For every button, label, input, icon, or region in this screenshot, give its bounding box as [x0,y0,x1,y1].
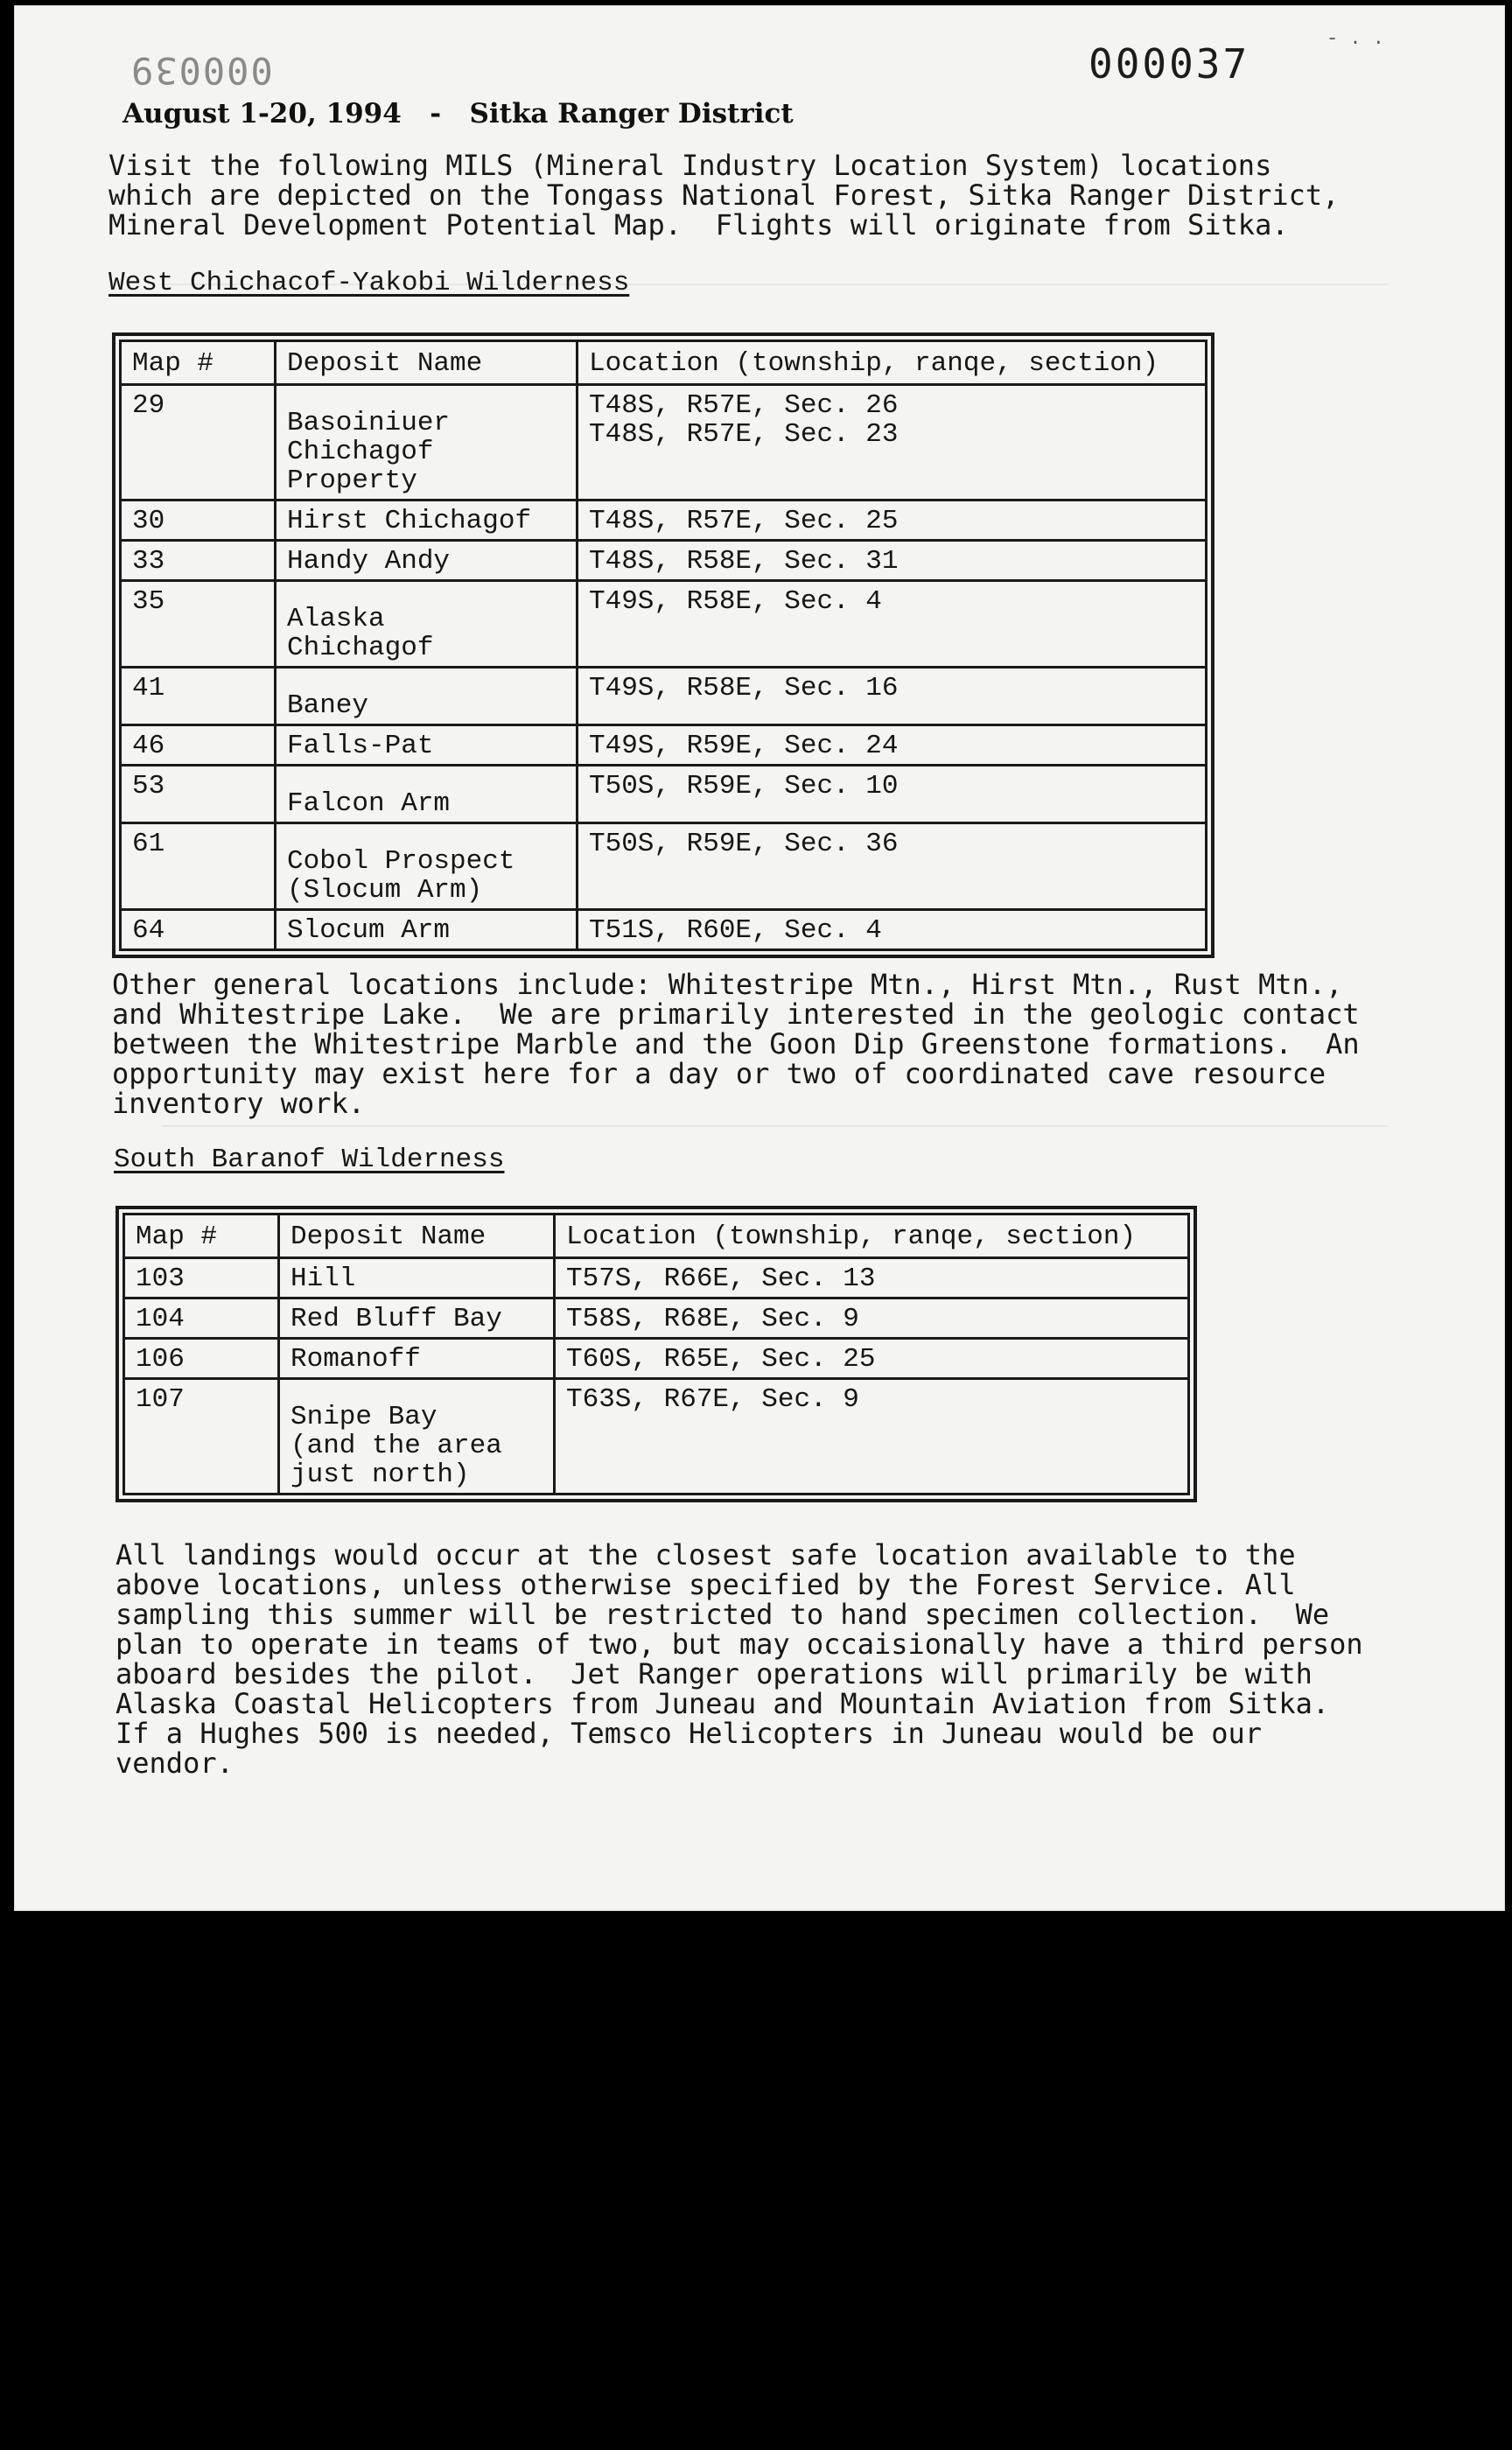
document-heading [122,98,794,130]
map-number-cell: 46 [121,725,276,766]
table-row [121,766,1207,823]
map-number-cell: 53 [121,766,276,823]
deposit-name-cell: Baney [276,668,578,725]
deposit-name-cell: Romanoff [279,1339,555,1379]
south-deposits-table [116,1206,1197,1502]
location-cell: T50S, R59E, Sec. 10 [578,766,1207,823]
map-number-cell: 103 [124,1258,279,1298]
west-deposits-table [112,332,1214,958]
deposit-name-cell: Falcon Arm [276,766,578,823]
col-header-location: Location (township, ranqe, section) [578,341,1207,385]
table-row [121,581,1207,668]
table-row [121,668,1207,725]
map-number-cell: 106 [124,1339,279,1379]
deposit-name-cell: Alaska Chichagof [276,581,578,668]
south-table-body [124,1258,1189,1494]
table-header-row [121,341,1207,385]
page-stamp-upside-down: 000039 [130,49,273,92]
map-number-cell: 104 [124,1298,279,1339]
map-number-cell: 107 [124,1379,279,1494]
table-row [124,1339,1189,1379]
col-header-deposit: Deposit Name [276,341,578,385]
location-cell: T48S, R57E, Sec. 25 [578,500,1207,541]
table-row [121,910,1207,950]
south-section-title: South Baranof Wilderness [114,1144,505,1175]
deposit-name-cell: Falls-Pat [276,725,578,766]
heading-district: Sitka Ranger District [469,98,794,130]
table-row [121,823,1207,910]
location-cell: T50S, R59E, Sec. 36 [578,823,1207,910]
col-header-location: Location (township, ranqe, section) [555,1214,1189,1258]
table-row [121,385,1207,500]
deposit-name-cell: Handy Andy [276,541,578,581]
deposit-name-cell: Hirst Chichagof [276,500,578,541]
map-number-cell: 29 [121,385,276,500]
landings-paragraph: All landings would occur at the closest safe location available to the above locations, unless otherwise specified by the Forest Service. All sampling this summer will be restricted to hand specimen collection. We plan to operate in teams of two, but may occaisionally have a third person aboard besides the pilot. Jet Ranger operations will primarily be with Alaska Coastal Helicopters from Juneau and Mountain Aviation from Sitka. If a Hughes 500 is needed, Temsco Helicopters in Juneau would be our vendor. [116,1538,1363,1780]
map-number-cell: 41 [121,668,276,725]
table-row [124,1298,1189,1339]
deposit-name-cell: Slocum Arm [276,910,578,950]
west-section-title: West Chichacof-Yakobi Wilderness [108,268,630,298]
map-number-cell: 33 [121,541,276,581]
location-cell: T63S, R67E, Sec. 9 [555,1379,1189,1494]
table-row [121,725,1207,766]
table-row [121,500,1207,541]
col-header-deposit: Deposit Name [279,1214,555,1258]
bleed-through-line [163,1125,1388,1127]
west-table-body [121,385,1207,950]
map-number-cell: 64 [121,910,276,950]
location-cell: T48S, R58E, Sec. 31 [578,541,1207,581]
location-cell: T58S, R68E, Sec. 9 [555,1298,1189,1339]
map-number-cell: 35 [121,581,276,668]
location-cell: T57S, R66E, Sec. 13 [555,1258,1189,1298]
other-locations-paragraph: Other general locations include: Whitestripe Mtn., Hirst Mtn., Rust Mtn., and Whitestripe Lake. We are primarily interested in the geologic contact between the Whitestripe Marble and the Goon Dip Greenstone formations. An opportunity may exist here for a day or two of coordinated cave resource inventory work. [112,968,1360,1120]
deposit-name-cell: Basoiniuer Chichagof Property [276,385,578,500]
table-row [124,1258,1189,1298]
deposit-name-cell: Snipe Bay (and the area just north) [279,1379,555,1494]
table-row [124,1379,1189,1494]
location-cell: T48S, R57E, Sec. 26 T48S, R57E, Sec. 23 [578,385,1207,500]
table-row [121,541,1207,581]
col-header-map: Map # [121,341,276,385]
corner-mark: - . . [1326,28,1385,50]
map-number-cell: 30 [121,500,276,541]
col-header-map: Map # [124,1214,279,1258]
table-header-row [124,1214,1189,1258]
deposit-name-cell: Red Bluff Bay [279,1298,555,1339]
deposit-name-cell: Hill [279,1258,555,1298]
location-cell: T60S, R65E, Sec. 25 [555,1339,1189,1379]
intro-paragraph: Visit the following MILS (Mineral Industry Location System) locations which are depicted on the Tongass National Forest, Sitka Ranger District, Mineral Development Potential Map. Flights will originate from Sitka. [108,149,1340,242]
heading-date: August 1-20, 1994 [122,98,402,130]
location-cell: T49S, R58E, Sec. 4 [578,581,1207,668]
deposit-name-cell: Cobol Prospect (Slocum Arm) [276,823,578,910]
scan-background [0,1937,1512,2450]
map-number-cell: 61 [121,823,276,910]
location-cell: T49S, R58E, Sec. 16 [578,668,1207,725]
page-number-stamp: 000037 [1088,40,1250,88]
heading-separator: - [430,98,442,130]
location-cell: T51S, R60E, Sec. 4 [578,910,1207,950]
location-cell: T49S, R59E, Sec. 24 [578,725,1207,766]
